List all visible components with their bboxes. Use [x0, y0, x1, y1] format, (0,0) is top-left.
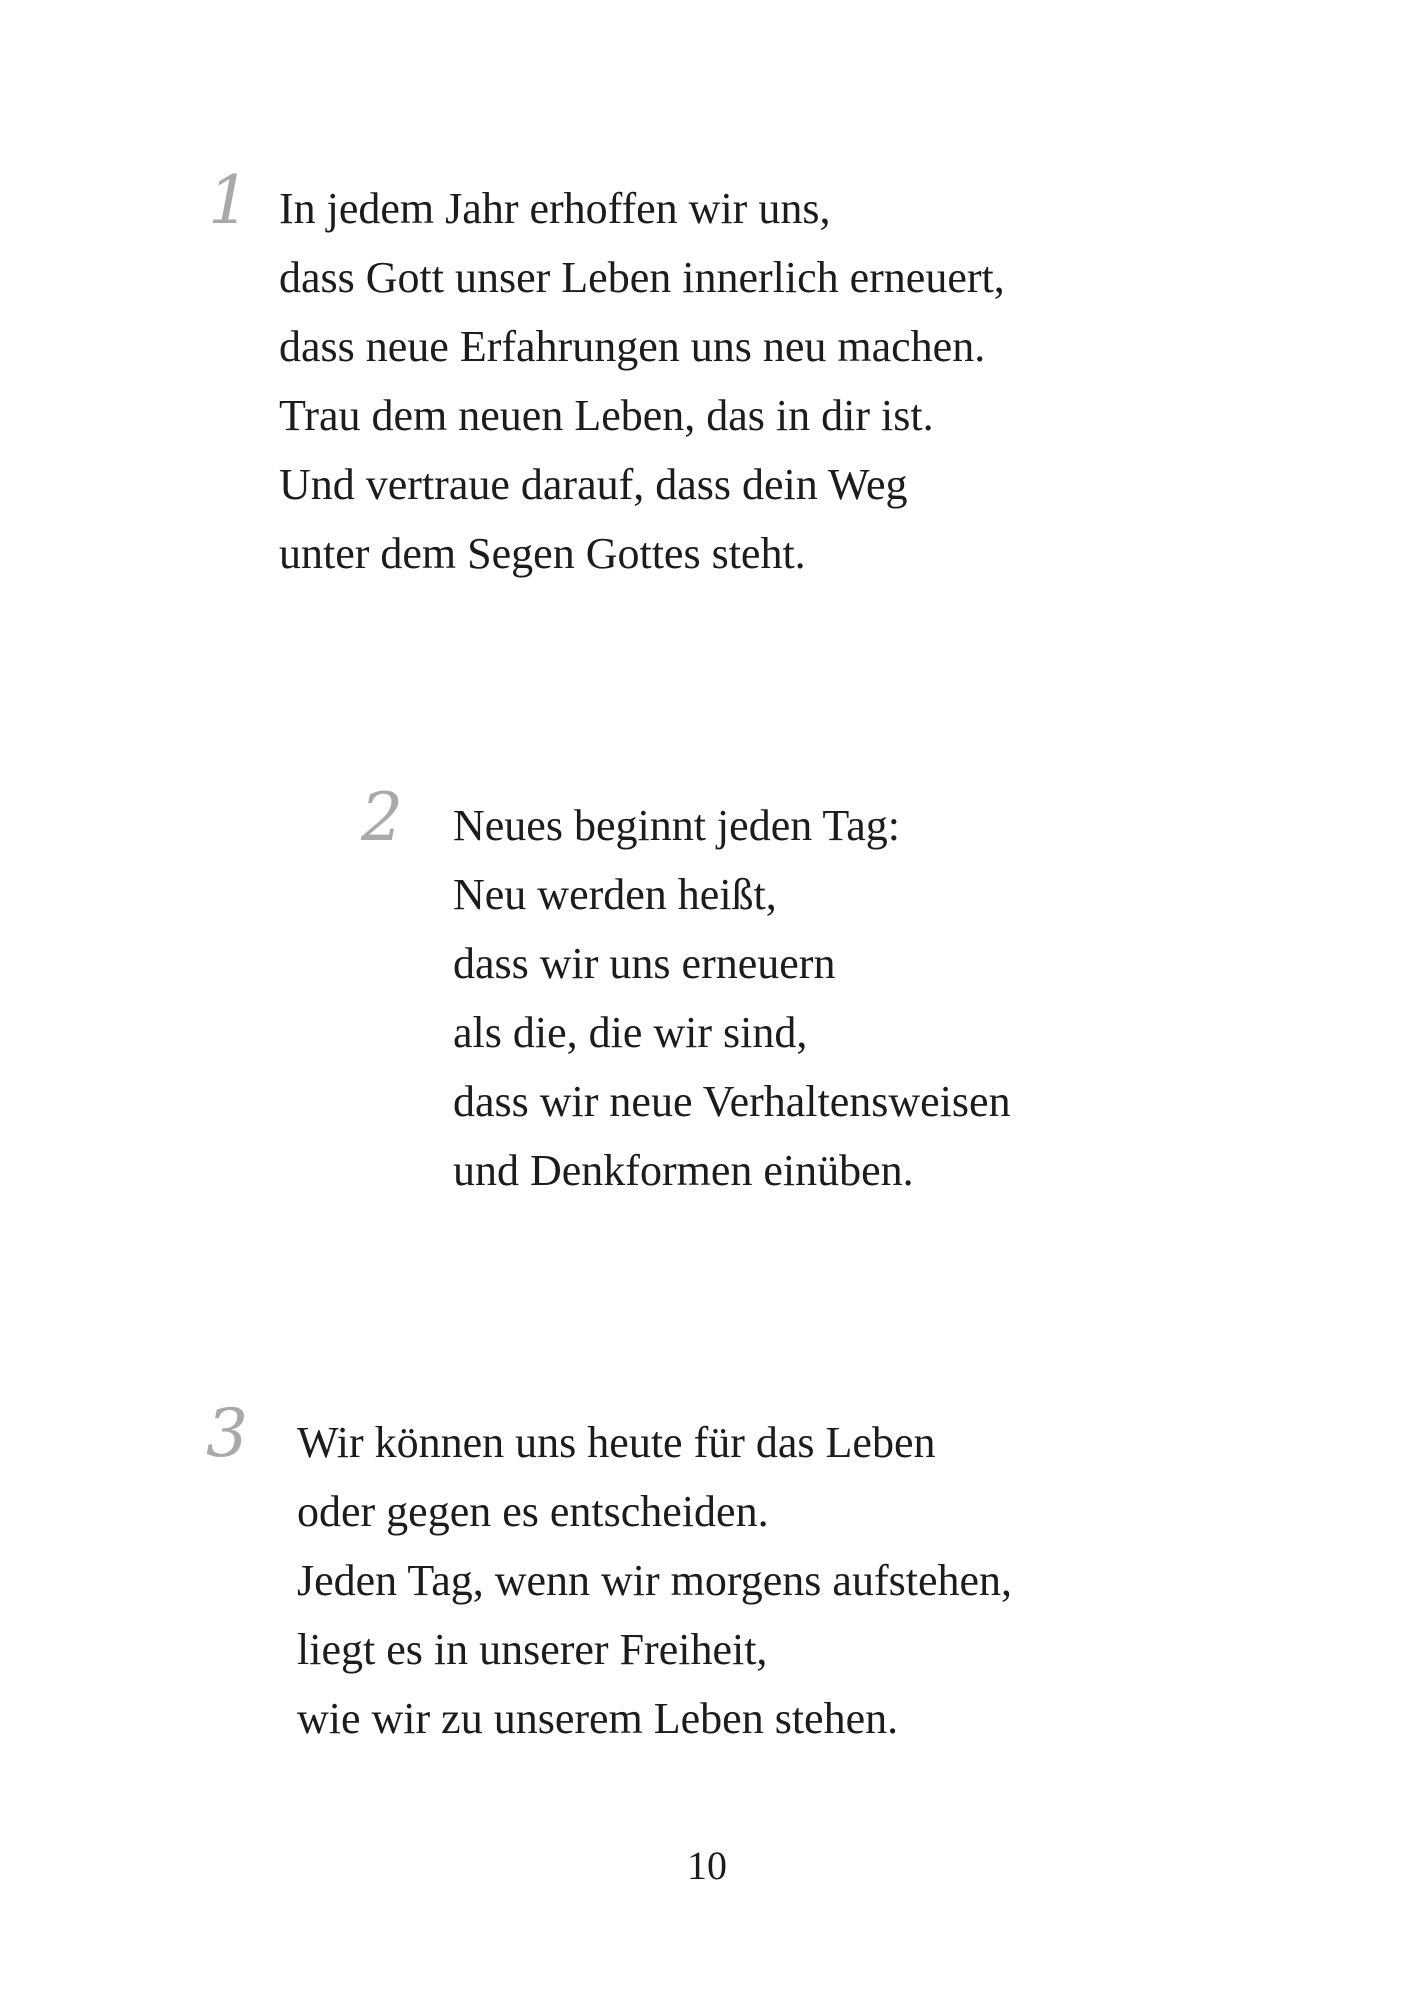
stanza-text — [279, 174, 1005, 588]
verse-line: oder gegen es entscheiden. — [297, 1487, 769, 1536]
verse-line: wie wir zu unserem Leben stehen. — [297, 1694, 899, 1743]
verse-line: Neu werden heißt, — [453, 870, 777, 919]
verse-line: dass Gott unser Leben innerlich erneuert, — [279, 253, 1005, 302]
stanza-number: 3 — [206, 1395, 248, 1472]
page-number: 10 — [687, 1843, 727, 1888]
verse-line: Neues beginnt jeden Tag: — [453, 801, 900, 850]
verse-line: dass neue Erfahrungen uns neu machen. — [279, 322, 986, 371]
verse-line: Jeden Tag, wenn wir morgens aufstehen, — [297, 1556, 1012, 1605]
verse-line: und Denkformen einüben. — [453, 1146, 914, 1195]
verse-line: dass wir uns erneuern — [453, 939, 836, 988]
stanza-number: 1 — [208, 162, 250, 239]
verse-line: dass wir neue Verhaltensweisen — [453, 1077, 1011, 1126]
stanza-text — [453, 791, 1011, 1205]
verse-line: Wir können uns heute für das Leben — [297, 1418, 936, 1467]
verse-line: unter dem Segen Gottes steht. — [279, 529, 806, 578]
verse-line: Trau dem neuen Leben, das in dir ist. — [279, 391, 934, 440]
verse-line: Und vertraue darauf, dass dein Weg — [279, 460, 908, 509]
stanza-number: 2 — [361, 779, 403, 856]
stanza-text — [297, 1408, 1012, 1753]
verse-line: als die, die wir sind, — [453, 1008, 808, 1057]
verse-line: In jedem Jahr erhoffen wir uns, — [279, 184, 831, 233]
verse-line: liegt es in unserer Freiheit, — [297, 1625, 768, 1674]
